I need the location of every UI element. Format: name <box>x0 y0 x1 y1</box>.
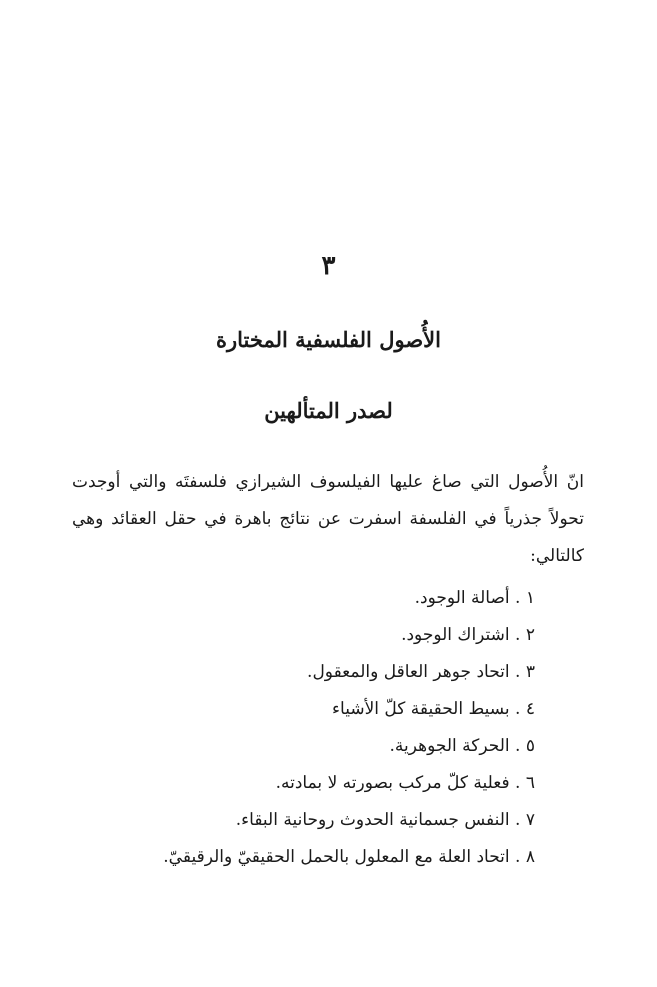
principles-list <box>75 580 535 876</box>
list-item: ٤ . بسيط الحقيقة كلّ الأشياء <box>332 699 535 719</box>
list-item: ٢ . اشتراك الوجود. <box>401 625 535 645</box>
list-item: ٣ . اتحاد جوهر العاقل والمعقول. <box>307 662 535 682</box>
list-item: ٧ . النفس جسمانية الحدوث روحانية البقاء. <box>235 810 535 830</box>
chapter-title: الأُصول الفلسفية المختارة <box>216 327 441 352</box>
list-item: ٦ . فعلية كلّ مركب بصورته لا بمادته. <box>275 773 535 793</box>
list-item: ٥ . الحركة الجوهرية. <box>389 736 535 756</box>
list-item: ١ . أصالة الوجود. <box>414 588 535 608</box>
chapter-number: ٣ <box>321 251 336 281</box>
chapter-subtitle: لصدر المتألهين <box>264 398 393 423</box>
list-item: ٨ . اتحاد العلة مع المعلول بالحمل الحقيقيّ والرقيقيّ. <box>163 847 535 867</box>
intro-paragraph: انّ الأُصول التي صاغ عليها الفيلسوف الشيرازي فلسفتَه والتي أوجدت تحولاً جذرياً في الفلسفة اسفرت عن نتائج باهرة في حقل العقائد وهي كالتالي: <box>72 472 584 566</box>
